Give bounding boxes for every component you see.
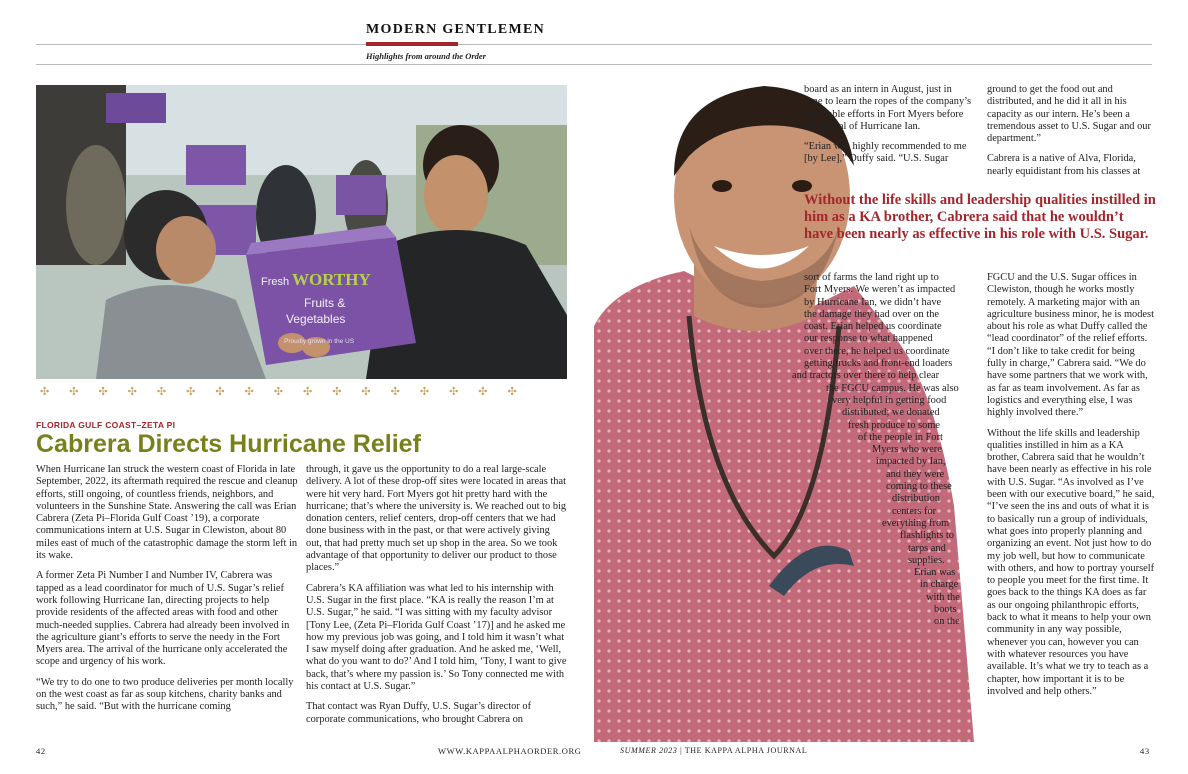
box-tagline: Proudly grown in the US (284, 338, 355, 345)
text-line: our response to what happened (804, 333, 933, 345)
text-line: Erian was (914, 567, 956, 579)
ornament-icon: ✣ (98, 385, 108, 398)
text-line: Fort Myers. We weren’t as impacted (804, 284, 956, 296)
ornament-icon: ✣ (215, 385, 225, 398)
ornament-icon: ✣ (69, 385, 79, 398)
ornament-icon: ✣ (244, 385, 254, 398)
box-fruits: Fruits & (304, 296, 346, 310)
text-line: coming to these (886, 481, 952, 493)
pull-quote: Without the life skills and leadership qualities instilled in him as a KA brother, Cabrera said that he wouldn’t have been nearly as effective in his role with U.S. Sugar. (804, 192, 1156, 242)
ornament-icon: ✣ (273, 385, 283, 398)
ornament-icon: ✣ (127, 385, 137, 398)
body-column-3-top (804, 84, 972, 174)
text-line: in charge (920, 579, 959, 591)
ornament-icon: ✣ (186, 385, 196, 398)
paragraph: “Erian was highly recommended to me [by Lee],” Duffy said. “U.S. Sugar (804, 141, 967, 165)
text-line: the FGCU campus. He was also (826, 382, 959, 394)
paragraph: That contact was Ryan Duffy, U.S. Sugar’s director of corporate communications, who brought Cabrera on (306, 701, 532, 725)
paragraph: board as an intern in August, just in time to learn the ropes of the company’s charitable efforts in Fort Myers before the arrival of Hurricane Ian. (804, 84, 972, 132)
section-title-underline (366, 42, 458, 46)
text-line: by Hurricane Ian, we didn’t have (804, 296, 942, 308)
paragraph: Without the life skills and leadership qualities instilled in him as a KA brother, Cabrera said that he wouldn’t have been nearly as effective in his role with U.S. Sugar. “As involved as I’ve been with our executive board,” he said, “I’ve seen the ins and outs of what it is to basically run a group of individuals, what goes into properly planning and organizing an event. Not just how to do my job well, but how to communicate with others, and how to portray yourself to people you meet for the first time. It goes back to the things KA does as far as our ongoing philanthropic efforts, back to what it means to help your own community in any way possible, whenever you can, however you can with whatever resources you have available. It’s what we try to teach as a chapter, how important it is to be involved and help others.” (987, 427, 1155, 697)
ornament-icon: ✣ (40, 385, 50, 398)
header-bottom-rule (36, 64, 1152, 65)
ornament-icon: ✣ (449, 385, 459, 398)
right-page-number: 43 (1140, 746, 1150, 756)
paragraph: FGCU and the U.S. Sugar offices in Clewiston, though he works mostly remotely. A marketing major with an agriculture business minor, he is modest about his role as what Duffy called the “lead coordinator” of the relief efforts. “I don’t like to take credit for being fully in charge,” Cabrera said. “We do have some partners that we work with, as far as team involvement. As far as logistics and everything else, I was highly involved there.” (987, 272, 1154, 419)
footer-separator: | (680, 746, 685, 755)
text-line: on the (934, 616, 960, 628)
footer-issue: SUMMER 2023 (620, 746, 678, 755)
text-line: tarps and (908, 542, 946, 554)
section-subtitle: Highlights from around the Order (366, 51, 486, 61)
text-line: impacted by Ian, (876, 456, 946, 468)
paragraph: A former Zeta Pi Number I and Number IV, Cabrera was tapped as a lead coordinator for much of U.S. Sugar’s relief work following Hurricane Ian, directing projects to help provide residents of the affected areas with food and other much-needed supplies. Cabrera had already been involved in the agriculture giant’s efforts to serve the needy in the Fort Myers area. The arrival of the hurricane only accelerated the scope and urgency of his work. (36, 570, 290, 668)
website-footer: WWW.KAPPAALPHAORDER.ORG (438, 746, 582, 756)
ornament-icon: ✣ (302, 385, 313, 398)
text-line: supplies. (908, 554, 945, 566)
ornament-border (36, 380, 571, 402)
text-line: boots (934, 604, 957, 616)
box-brand-fresh: Fresh (261, 276, 290, 288)
ornament-icon: ✣ (390, 385, 400, 398)
box-vegetables: Vegetables (286, 312, 346, 326)
ornament-icon: ✣ (361, 385, 371, 398)
text-line: sort of farms the land right up to (804, 272, 939, 283)
text-line: Myers who were (872, 444, 942, 456)
text-line: with the (926, 591, 960, 603)
article-kicker: FLORIDA GULF COAST–ZETA PI (36, 420, 176, 430)
ornament-icon: ✣ (332, 385, 342, 398)
ornament-icon: ✣ (156, 385, 167, 398)
right-footer (620, 746, 807, 755)
paragraph: Cabrera’s KA affiliation was what led to his internship with U.S. Sugar in the first place. “KA is really the reason I’m at U.S. Sugar,” he said. “I was sitting with my faculty advisor [Tony Lee, (Zeta Pi–Florida Gulf Coast ’17)] and he asked me how my previous job was going, and I told him it wasn’t what I saw myself doing after graduation. And he asked me, ‘Well, what do you want to do?’ And I told him, ‘Tony, I want to give back, that’s where my passion is.’ So Tony connected me with his contact at U.S. Sugar.” (306, 582, 567, 693)
ornament-icon: ✣ (507, 385, 517, 398)
text-line: flashlights to (900, 530, 954, 542)
left-page-number: 42 (36, 746, 46, 756)
ornament-icon: ✣ (419, 385, 430, 398)
text-line: fresh produce to some (848, 419, 941, 431)
volunteers-photo-illustration (36, 85, 567, 379)
ornament-icon: ✣ (478, 385, 488, 398)
text-line: distribution (892, 493, 940, 505)
body-column-4-top (987, 84, 1155, 186)
body-column-1 (36, 464, 298, 722)
box-brand-worthy: WORTHY (292, 270, 371, 289)
paragraph: through, it gave us the opportunity to do a real large-scale delivery. A lot of these drop-off sites were located in areas that were hit very hard. Fort Myers got hit pretty hard with the hurricane; that’s where the university is. We reached out to big donation centers, relief centers, drop-off centers that we had done business with in the past, or that were actively giving out, that had pretty much set up shop in the area. So we took advantage of that opportunity to deliver our product to those places.” (306, 464, 567, 574)
article-headline: Cabrera Directs Hurricane Relief (36, 430, 421, 458)
text-line: of the people in Fort (858, 431, 943, 443)
text-line: everything from (882, 517, 950, 529)
text-line: over there, he helped us coordinate (804, 345, 950, 357)
footer-journal: THE KAPPA ALPHA JOURNAL (684, 746, 808, 755)
text-line: getting trucks and front-end loaders (804, 358, 953, 370)
text-line: the damage they had over on the (804, 308, 940, 320)
volunteers-photo (36, 85, 567, 379)
text-line: coast. Erian helped us coordinate (804, 321, 942, 333)
section-title: MODERN GENTLEMEN (366, 22, 546, 37)
body-column-3-wrap (780, 272, 968, 629)
body-column-4-bottom (987, 272, 1155, 706)
text-line: and tractors over there to help clear (792, 370, 940, 382)
body-column-2 (306, 464, 568, 734)
paragraph: When Hurricane Ian struck the western coast of Florida in late September, 2022, its aftermath required the rescue and cleanup efforts, still ongoing, of countless friends, neighbors, and volunteers in the Sunshine State. Answering the call was Erian Cabrera (Zeta Pi–Florida Gulf Coast ’19), a corporate communications intern at U.S. Sugar in Clewiston, about 80 miles east of much of the catastrophic damage the storm left in its wake. (36, 464, 298, 562)
text-line: distributed; we donated (842, 407, 940, 419)
text-line: and they were (886, 468, 945, 480)
paragraph: “We try to do one to two produce deliveries per month locally on the west coast as far as soup kitchens, charity banks and such,” he said. “But with the hurricane coming (36, 676, 294, 713)
text-line: very helpful in getting food (832, 394, 947, 406)
header-top-rule (36, 44, 1152, 45)
text-line: centers for (892, 505, 937, 517)
paragraph: Cabrera is a native of Alva, Florida, nearly equidistant from his classes at (987, 153, 1141, 177)
paragraph: ground to get the food out and distributed, and he did it all in his capacity as our intern. He’s been a tremendous asset to U.S. Sugar and our department.” (987, 84, 1151, 145)
